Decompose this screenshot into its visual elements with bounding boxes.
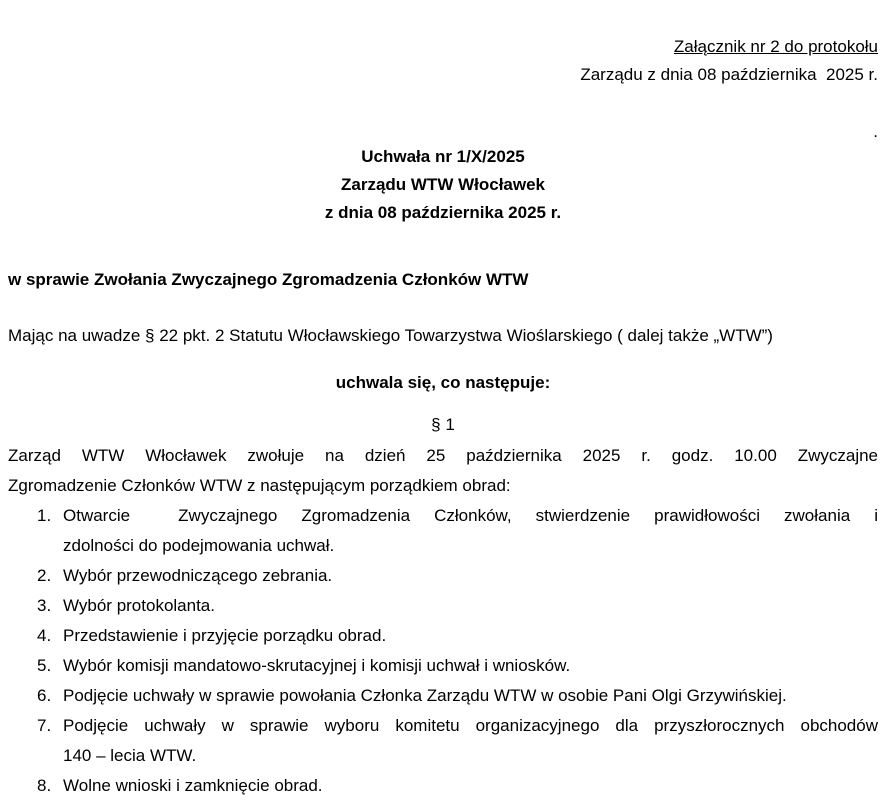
agenda-item [8, 591, 878, 621]
resolution-title-line3: z dnia 08 października 2025 r. [324, 203, 562, 222]
resolution-title-line2: Zarządu WTW Włocławek [340, 175, 546, 194]
agenda-item [8, 561, 878, 591]
agenda-item-line: Podjęcie uchwały w sprawie wyboru komitetu organizacyjnego dla przyszłorocznych obchodów [63, 716, 878, 735]
agenda-item-number: 1. [37, 506, 52, 525]
body-paragraph-line1: Zarząd WTW Włocławek zwołuje na dzień 25 października 2025 r. godz. 10.00 Zwyczajne [8, 446, 878, 465]
agenda-item [8, 501, 878, 561]
agenda-item-line: Wolne wnioski i zamknięcie obrad. [63, 776, 323, 795]
agenda-item-line: Wybór komisji mandatowo-skrutacyjnej i komisji uchwał i wniosków. [63, 656, 571, 675]
section-heading: § 1 [431, 415, 455, 434]
agenda-item-text [63, 681, 878, 711]
agenda-item-number: 7. [37, 716, 52, 735]
subject-line: w sprawie Zwołania Zwyczajnego Zgromadzenia Członków WTW [8, 270, 529, 289]
agenda-item-number: 5. [37, 656, 52, 675]
attachment-header-line1: Załącznik nr 2 do protokołu [673, 37, 878, 56]
body-paragraph-line2: Zgromadzenie Członków WTW z następującym porządkiem obrad: [8, 476, 511, 495]
agenda-item-number: 3. [37, 596, 52, 615]
body-paragraph [8, 441, 878, 501]
agenda-item-line: Przedstawienie i przyjęcie porządku obrad. [63, 626, 387, 645]
enactment-clause: uchwala się, co następuje: [335, 373, 551, 392]
agenda-item-line: 140 – lecia WTW. [63, 746, 197, 765]
agenda-item-number: 2. [37, 566, 52, 585]
agenda-item [8, 771, 878, 801]
attachment-header-line2: Zarządu z dnia 08 października 2025 r. [580, 65, 878, 84]
preamble: Mając na uwadze § 22 pkt. 2 Statutu Włocławskiego Towarzystwa Wioślarskiego ( dalej także „WTW”) [8, 326, 773, 345]
resolution-title [8, 143, 878, 227]
agenda-item-line: Podjęcie uchwały w sprawie powołania Członka Zarządu WTW w osobie Pani Olgi Grzywińskiej. [63, 686, 787, 705]
agenda-item-number: 6. [37, 686, 52, 705]
agenda-item-text [63, 621, 878, 651]
agenda-item-text [63, 771, 878, 801]
agenda-item-line: Otwarcie Zwyczajnego Zgromadzenia Członków, stwierdzenie prawidłowości zwołania i [63, 506, 878, 525]
agenda-item-text [63, 591, 878, 621]
agenda-item-line: Wybór przewodniczącego zebrania. [63, 566, 333, 585]
agenda-item [8, 621, 878, 651]
agenda-item [8, 711, 878, 771]
stray-period: . [873, 122, 878, 141]
agenda-item-text [63, 501, 878, 561]
agenda-item [8, 681, 878, 711]
agenda-list [8, 501, 878, 801]
agenda-item-line: Wybór protokolanta. [63, 596, 215, 615]
agenda-item-text [63, 711, 878, 771]
agenda-item-number: 8. [37, 776, 52, 795]
agenda-item-text [63, 651, 878, 681]
resolution-title-line1: Uchwała nr 1/X/2025 [361, 147, 525, 166]
agenda-item-text [63, 561, 878, 591]
agenda-item-line: zdolności do podejmowania uchwał. [63, 536, 335, 555]
agenda-item-number: 4. [37, 626, 52, 645]
attachment-header [8, 33, 878, 89]
agenda-item [8, 651, 878, 681]
